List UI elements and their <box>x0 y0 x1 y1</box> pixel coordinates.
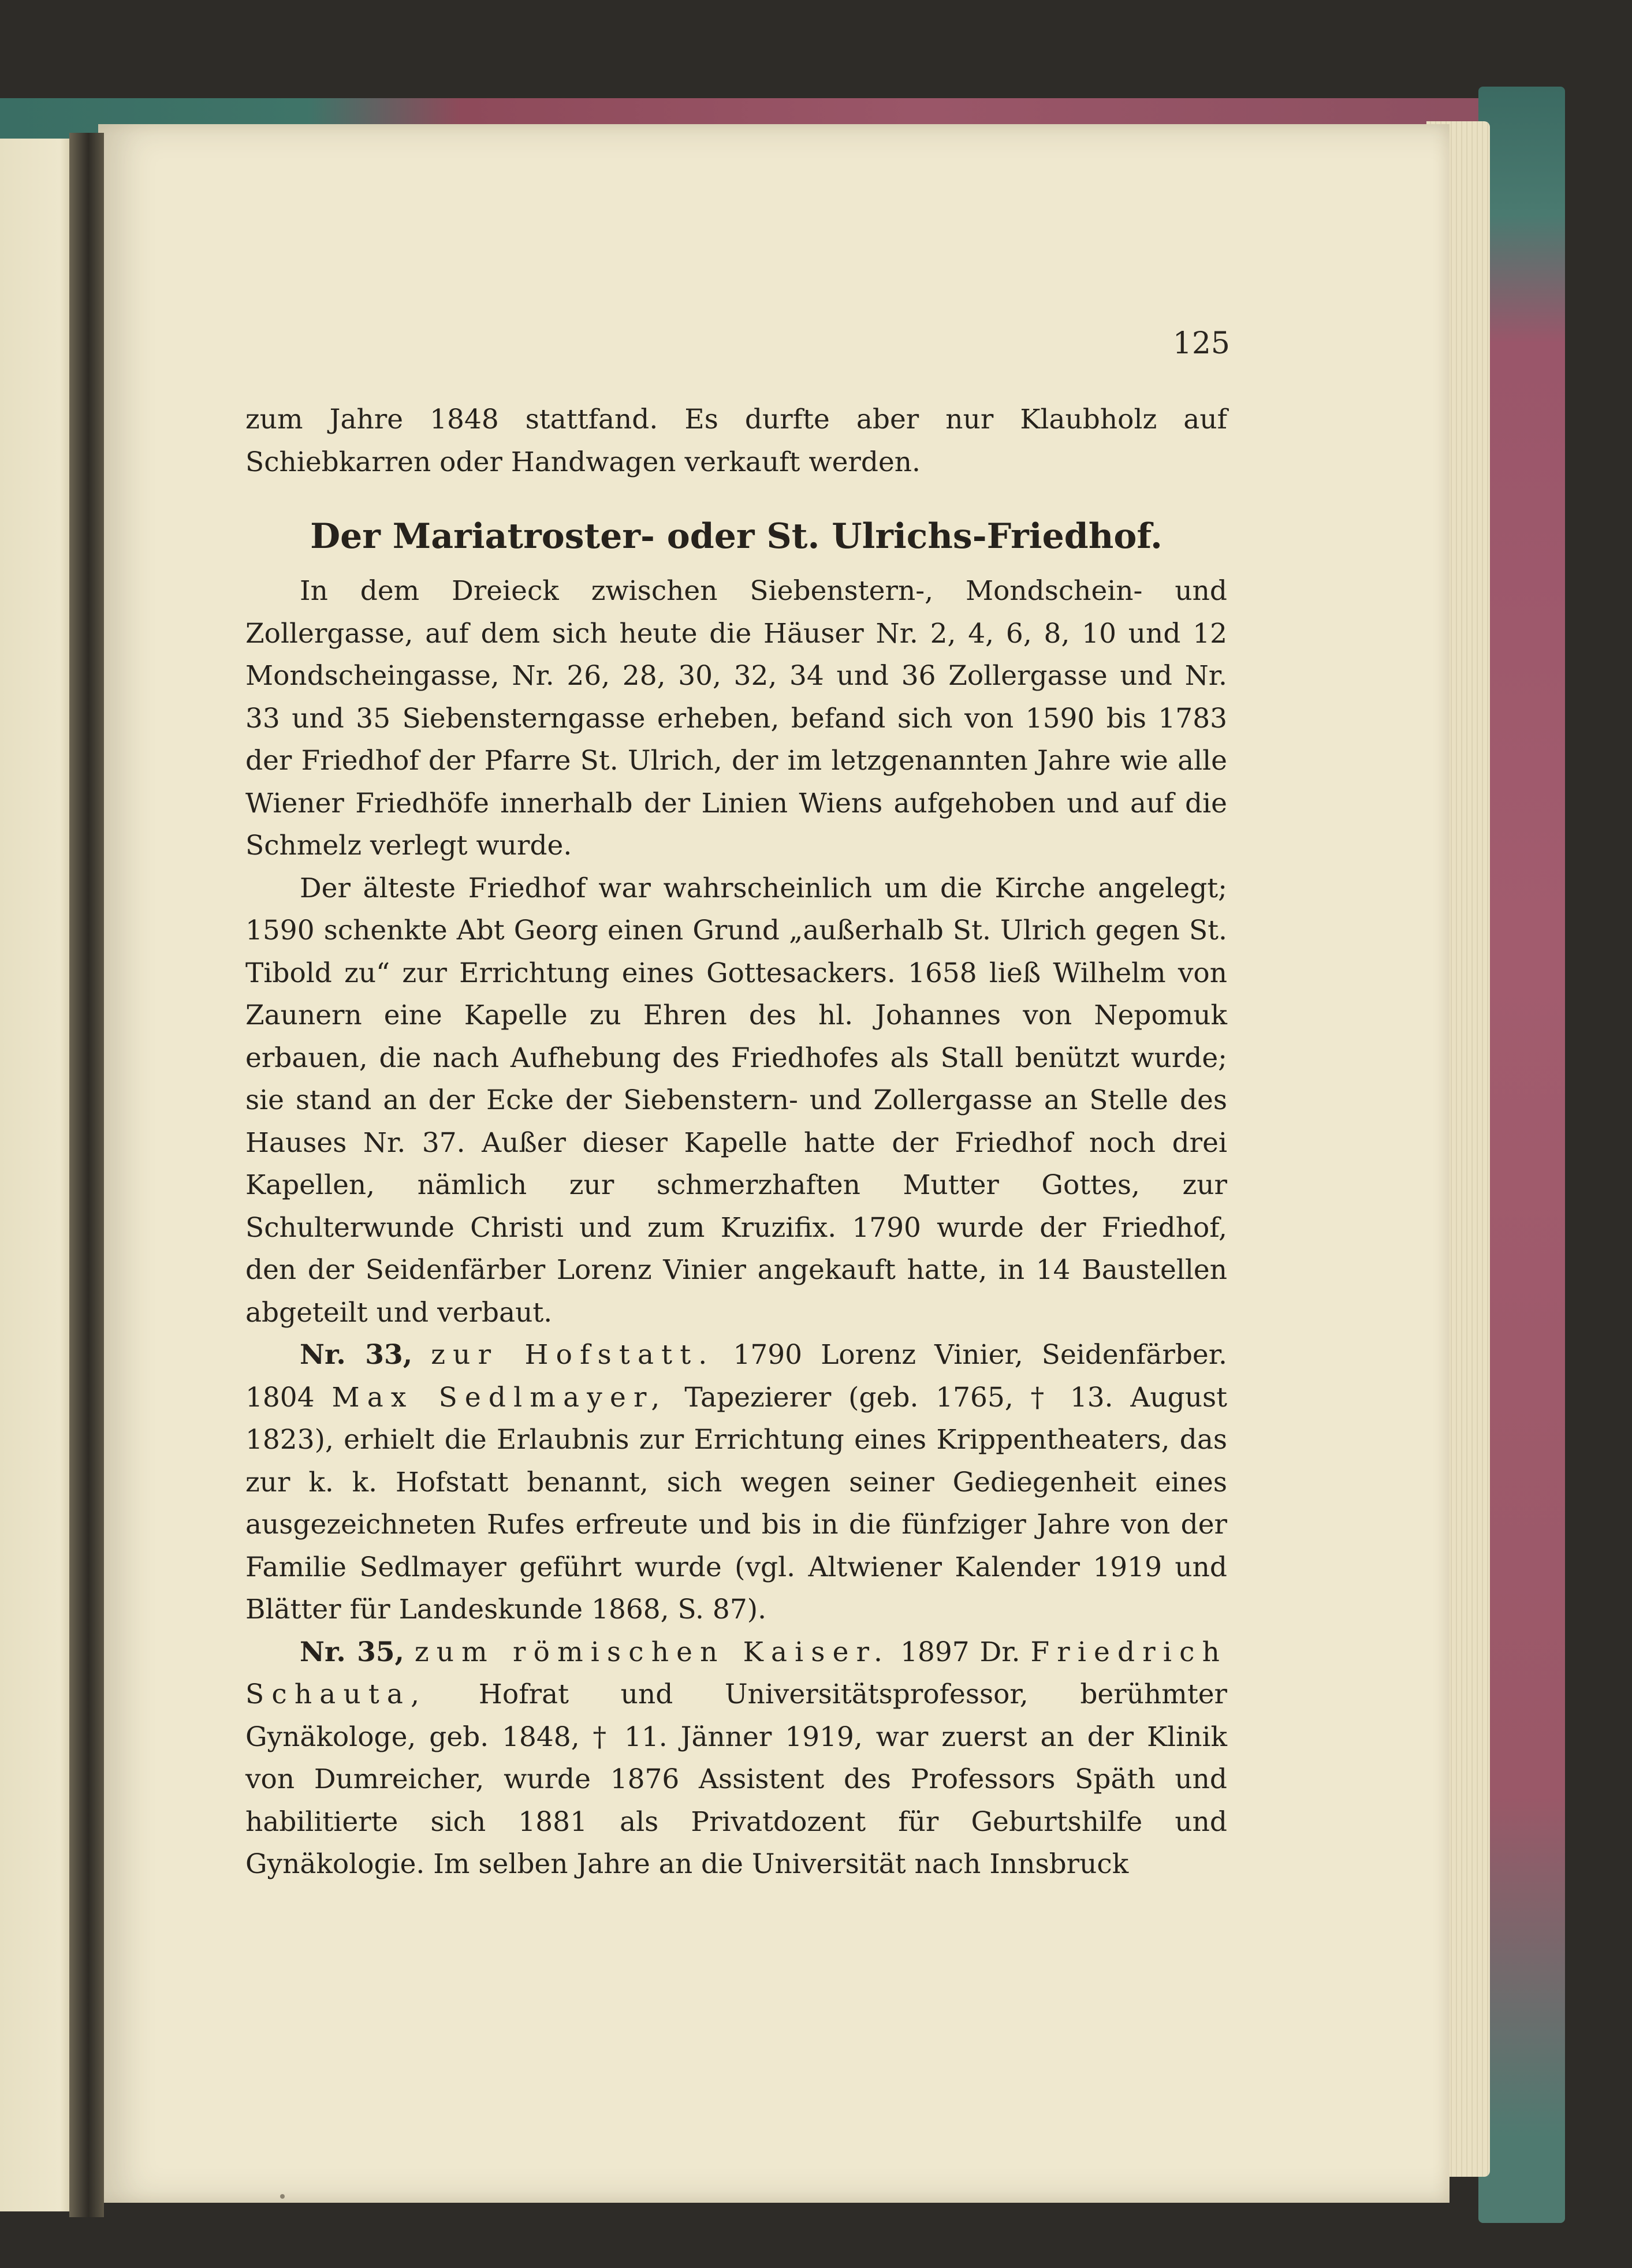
previous-page-edge <box>0 139 75 2211</box>
book-gutter <box>69 133 104 2217</box>
house-name: zum römischen Kaiser. <box>414 1636 890 1668</box>
page-text <box>245 398 1227 1886</box>
paragraph-nr-33 <box>245 1334 1227 1631</box>
paragraph-text: Hofrat und Universitätsprofessor, berühmter Gynäkologe, geb. 1848, † 11. Jänner 1919, war zuerst an der Klinik von Dumreicher, wurde 1876 Assistent des Professors Späth und habilitierte sich 1881 als Privatdozent für Geburtshilfe und Gynäkologie. Im selben Jahre an die Universität nach Innsbruck <box>245 1678 1227 1880</box>
house-name: zur Hofstatt. <box>431 1339 715 1371</box>
house-number: Nr. 33, <box>300 1339 413 1371</box>
paragraph-text: 1897 Dr. <box>890 1636 1031 1668</box>
page-number: 125 <box>1172 326 1230 361</box>
book-cover-right-edge <box>1478 87 1565 2223</box>
paragraph-nr-35 <box>245 1631 1227 1886</box>
paragraph: In dem Dreieck zwischen Siebenstern-, Mondschein- und Zollergasse, auf dem sich heute die Häuser Nr. 2, 4, 6, 8, 10 und 12 Mondscheingasse, Nr. 26, 28, 30, 32, 34 und 36 Zollergasse und Nr. 33 und 35 Siebensterngasse erheben, befand sich von 1590 bis 1783 der Friedhof der Pfarre St. Ulrich, der im letzgenannten Jahre wie alle Wiener Friedhöfe innerhalb der Linien Wiens aufgehoben und auf die Schmelz verlegt wurde. <box>245 575 1227 861</box>
paragraph-text: 1790 Lorenz Vinier, Seidenfärber. 1804 <box>245 1339 1227 1413</box>
paragraph-continuation: zum Jahre 1848 stattfand. Es durfte aber nur Klaubholz auf Schiebkarren oder Handwagen verkauft werden. <box>245 404 1227 478</box>
section-heading: Der Mariatroster- oder St. Ulrichs-Friedhof. <box>310 516 1162 557</box>
paper-speck <box>280 2194 285 2199</box>
house-number: Nr. 35, <box>300 1636 404 1668</box>
person-name: Max Sedlmayer, <box>331 1381 668 1413</box>
person-name: Friedrich Schauta, <box>245 1636 1227 1710</box>
paragraph: Der älteste Friedhof war wahrscheinlich um die Kirche angelegt; 1590 schenkte Abt Georg einen Grund „außerhalb St. Ulrich gegen St. Tibold zu“ zur Errichtung eines Gottesackers. 1658 ließ Wilhelm von Zaunern eine Kapelle zu Ehren des hl. Johannes von Nepomuk erbauen, die nach Aufhebung des Friedhofes als Stall benützt wurde; sie stand an der Ecke der Siebenstern- und Zollergasse an Stelle des Hauses Nr. 37. Außer dieser Kapelle hatte der Friedhof noch drei Kapellen, nämlich zur schmerzhaften Mutter Gottes, zur Schulterwunde Christi und zum Kruzifix. 1790 wurde der Friedhof, den der Seidenfärber Lorenz Vinier angekauft hatte, in 14 Baustellen abgeteilt und verbaut. <box>245 872 1227 1329</box>
paragraph-text: Tapezierer (geb. 1765, † 13. August 1823), erhielt die Erlaubnis zur Errichtung eines Krippentheaters, das zur k. k. Hofstatt benannt, sich wegen seiner Gediegenheit eines ausgezeichneten Rufes erfreute und bis in die fünfziger Jahre von der Familie Sedlmayer geführt wurde (vgl. Altwiener Kalender 1919 und Blätter für Landeskunde 1868, S. 87). <box>245 1381 1227 1625</box>
